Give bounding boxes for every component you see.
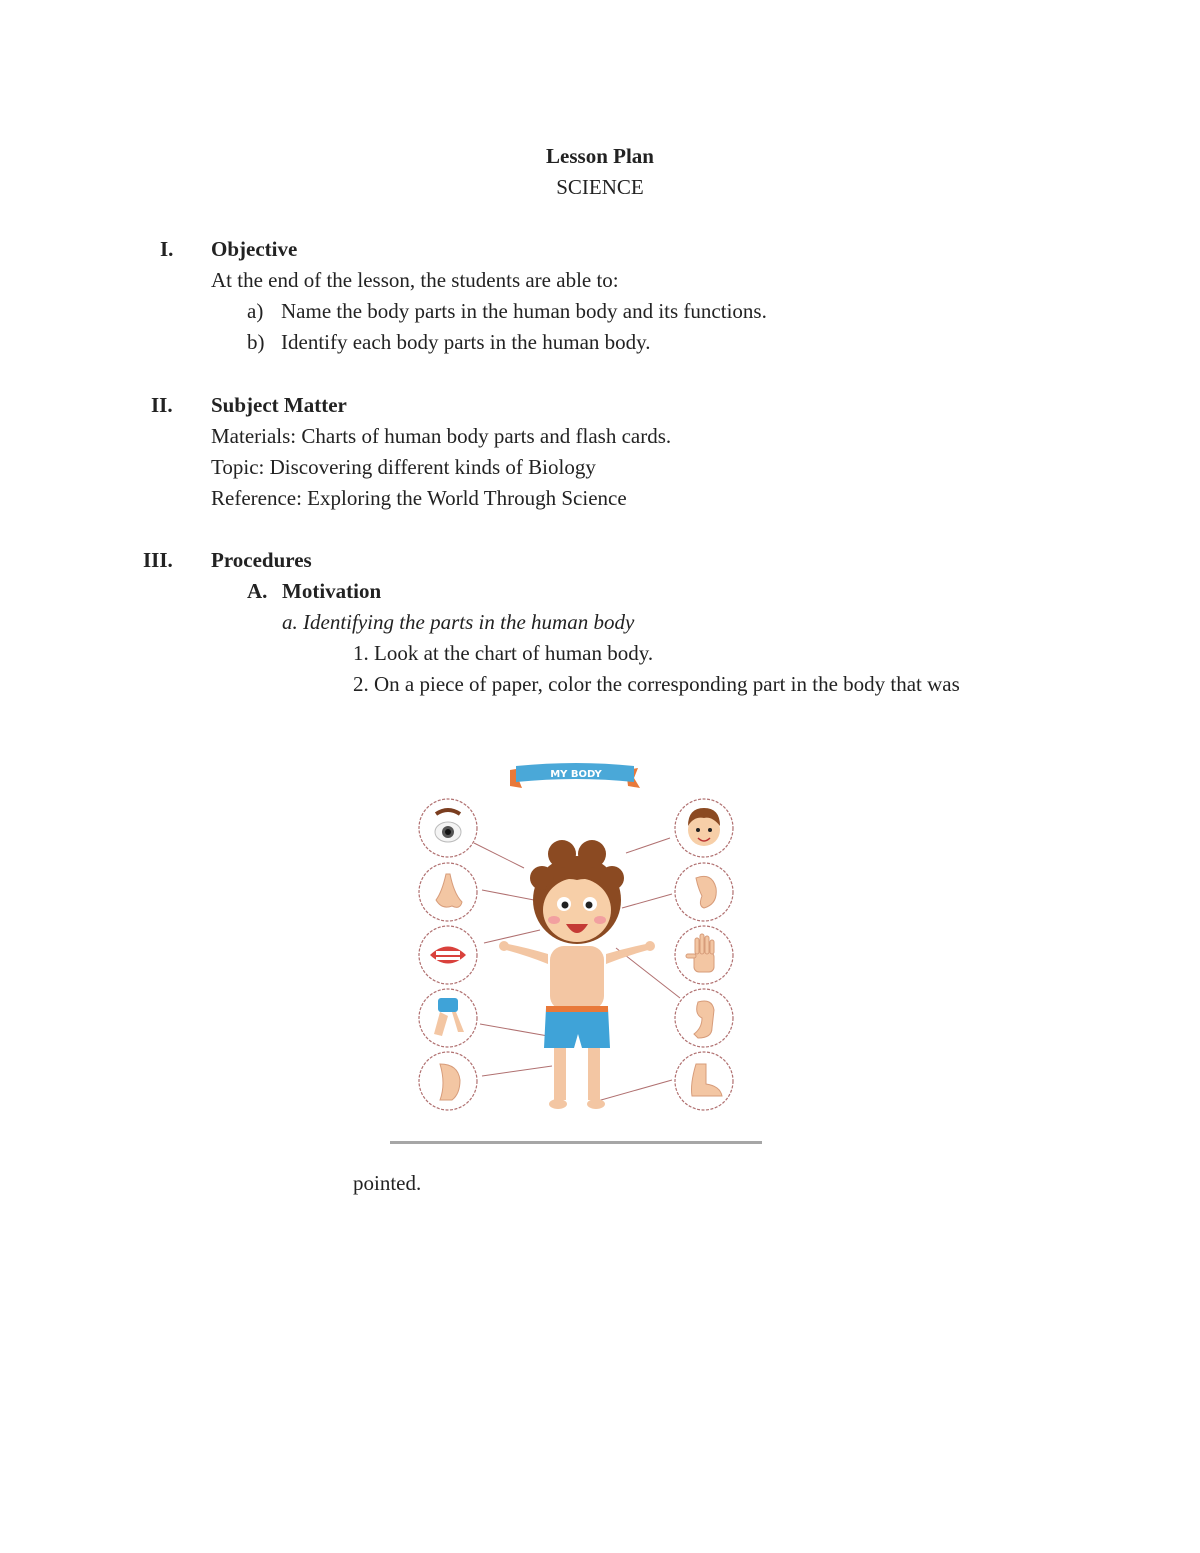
section-numeral-procedures: III. [143,548,173,572]
banner-text: MY BODY [550,769,602,780]
boy-illustration [499,840,655,1109]
motivation-step-1: 1. Look at the chart of human body. [353,641,654,665]
subject-topic: Topic: Discovering different kinds of Biology [211,455,596,479]
section-numeral-subject-matter: II. [151,393,173,417]
section-heading-subject-matter: Subject Matter [211,393,347,417]
objective-item-b: Identify each body parts in the human body. [281,330,651,354]
document-subject: SCIENCE [556,175,644,199]
procedure-heading-motivation: Motivation [282,579,382,603]
section-numeral-objective: I. [160,237,174,261]
motivation-step-2: 2. On a piece of paper, color the corresponding part in the body that was [353,672,960,696]
section-heading-procedures: Procedures [211,548,312,572]
motivation-step-2-continuation: pointed. [353,1171,422,1195]
face-icon [688,808,720,846]
objective-intro: At the end of the lesson, the students are able to: [211,268,619,292]
my-body-chart-image [412,758,742,1118]
objective-marker-b: b) [247,330,265,354]
motivation-activity: a. Identifying the parts in the human body [282,610,635,634]
subject-reference: Reference: Exploring the World Through Science [211,486,627,510]
section-heading-objective: Objective [211,237,298,261]
procedure-marker-a: A. [247,579,268,603]
document-title: Lesson Plan [546,144,654,168]
objective-item-a: Name the body parts in the human body and its functions. [281,299,767,323]
horizontal-rule [390,1141,762,1144]
subject-materials: Materials: Charts of human body parts and flash cards. [211,424,672,448]
objective-marker-a: a) [247,299,264,323]
